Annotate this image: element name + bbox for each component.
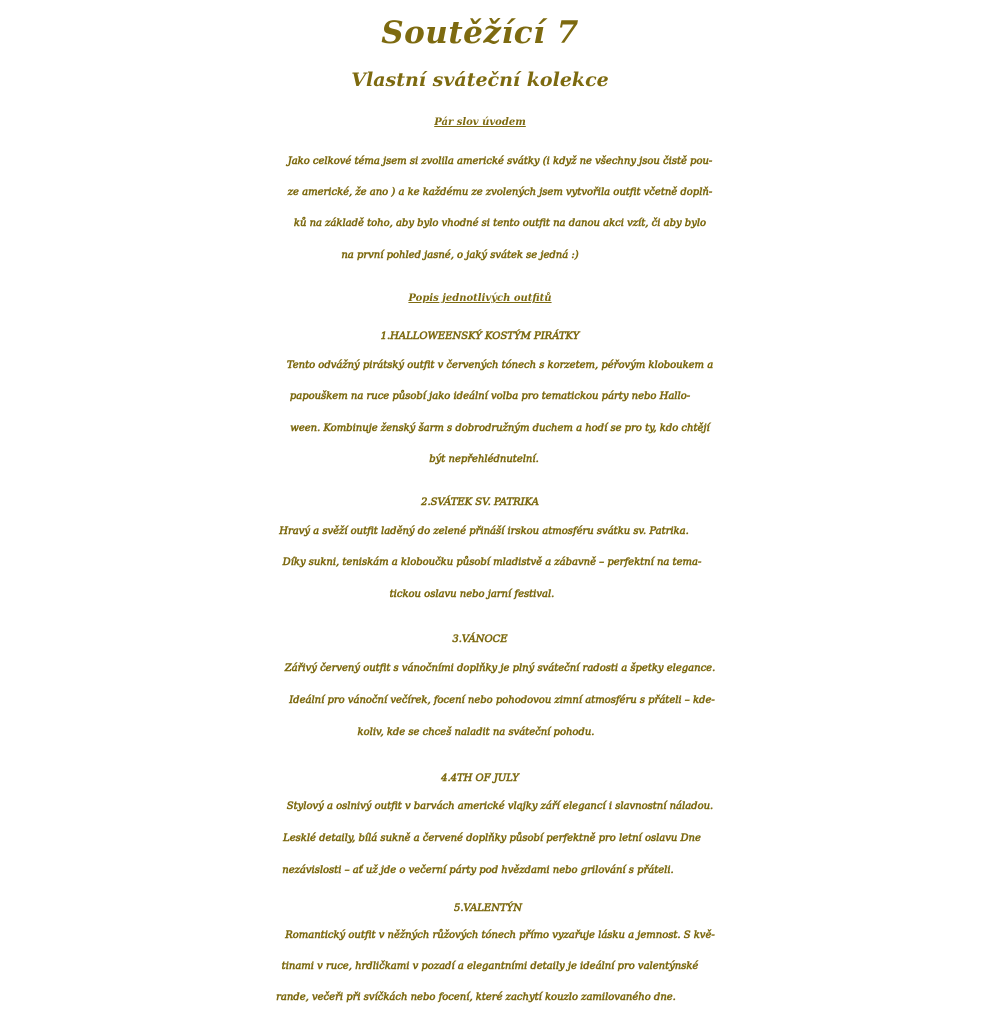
section-3-line-1: Zářivý červený outfit s vánočními doplňky je plný sváteční radosti a špetky elegance. [284, 663, 716, 674]
intro-line-3: ků na základě toho, aby bylo vhodné si tento outfit na danou akci vzít, či aby bylo [293, 218, 707, 229]
section-3-line-3: koliv, kde se chceš naladit na sváteční pohodu. [357, 727, 595, 738]
intro-line-4: na první pohled jasné, o jaký svátek se jedná :) [341, 250, 579, 261]
intro-heading: Pár slov úvodem [434, 117, 526, 128]
section-4-line-1: Stylový a oslnivý outfit v barvách americké vlajky září elegancí i slavnostní náladou. [286, 801, 714, 812]
section-1-line-1: Tento odvážný pirátský outfit v červených tónech s korzetem, péřovým kloboukem a [286, 360, 714, 371]
page-subtitle: Vlastní sváteční kolekce [351, 69, 609, 91]
section-1-line-4: být nepřehlédnutelní. [429, 454, 539, 465]
section-title-5: 5.VALENTÝN [453, 903, 523, 914]
intro-line-2: ze americké, že ano ) a ke každému ze zvolených jsem vytvořila outfit včetně doplň- [287, 187, 713, 198]
section-title-3: 3.VÁNOCE [452, 634, 508, 645]
section-3-line-2: Ideální pro vánoční večírek, focení nebo pohodovou zimní atmosféru s přáteli – kde- [289, 695, 715, 706]
section-4-line-3: nezávislosti – ať už jde o večerní párty pod hvězdami nebo grilování s přáteli. [282, 865, 674, 876]
section-5-line-3: rande, večeři při svíčkách nebo focení, které zachytí kouzlo zamilovaného dne. [276, 992, 676, 1003]
section-title-4: 4.4TH OF JULY [441, 773, 519, 784]
section-5-line-1: Romantický outfit v něžných růžových tónech přímo vyzařuje lásku a jemnost. S kvě- [285, 930, 715, 941]
section-2-line-2: Díky sukni, teniskám a kloboučku působí mladistvě a zábavně – perfektní na tema- [282, 557, 702, 568]
outfits-heading: Popis jednotlivých outfitů [408, 293, 552, 304]
section-2-line-1: Hravý a svěží outfit laděný do zelené přináší irskou atmosféru svátku sv. Patrika. [279, 526, 689, 537]
section-title-1: 1.HALLOWEENSKÝ KOSTÝM PIRÁTKY [380, 331, 580, 342]
section-5-line-2: tinami v ruce, hrdličkami v pozadí a elegantními detaily je ideální pro valentýnské [281, 961, 699, 972]
section-2-line-3: tickou oslavu nebo jarní festival. [389, 589, 555, 600]
page-title: Soutěžící 7 [381, 15, 579, 51]
section-title-2: 2.SVÁTEK SV. PATRIKA [421, 497, 539, 508]
section-4-line-2: Lesklé detaily, bílá sukně a červené doplňky působí perfektně pro letní oslavu Dne [283, 833, 701, 844]
intro-line-1: Jako celkové téma jsem si zvolila americké svátky (i když ne všechny jsou čistě pou- [287, 156, 713, 167]
section-1-line-2: papouškem na ruce působí jako ideální volba pro tematickou párty nebo Hallo- [289, 391, 691, 402]
section-1-line-3: ween. Kombinuje ženský šarm s dobrodružným duchem a hodí se pro ty, kdo chtějí [290, 423, 710, 434]
